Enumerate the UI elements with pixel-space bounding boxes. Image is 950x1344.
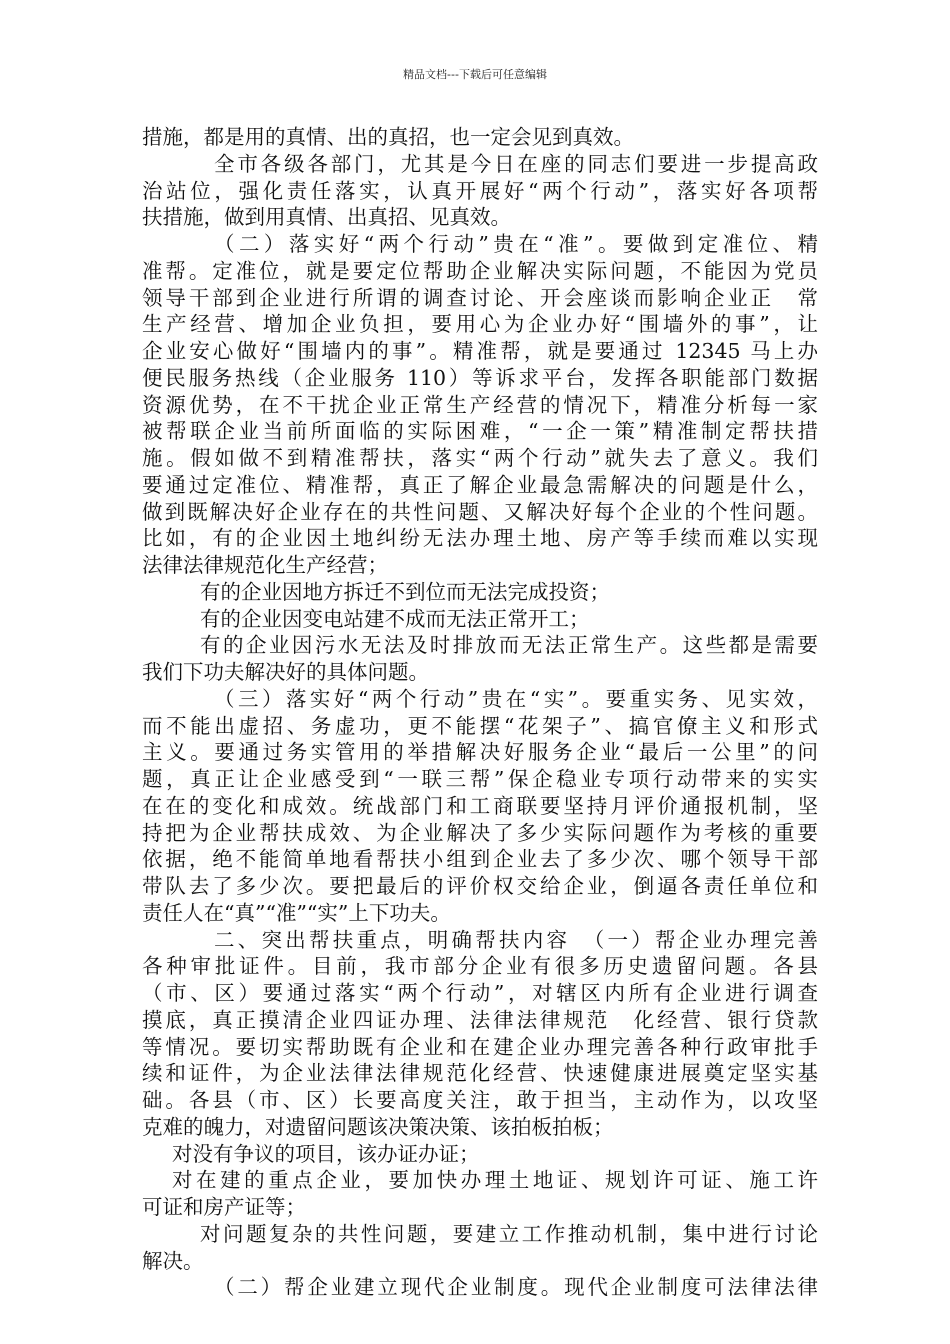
text-line: （三）落实好“两个行动”贵在“实”。要重实务、见实效，	[214, 686, 818, 711]
text-line: 带队去了多少次。要把最后的评价权交给企业，倒逼各责任单位和	[142, 874, 818, 898]
text-line: 对在建的重点企业，要加快办理土地证、规划许可证、施工许	[172, 1168, 818, 1193]
text-line: 领导干部到企业进行所谓的调查讨论、开会座谈而影响企业正 常	[142, 285, 818, 310]
text-line: 施。假如做不到精准帮扶，落实“两个行动”就失去了意义。我们	[142, 446, 818, 470]
text-line: 依据，绝不能简单地看帮扶小组到企业去了多少次、哪个领导干部	[142, 847, 818, 872]
text-line: 可证和房产证等；	[142, 1195, 306, 1219]
text-line: 对没有争议的项目，该办证办证；	[172, 1141, 480, 1166]
text-line: 责任人在“真”“准”“实”上下功夫。	[142, 900, 451, 925]
page-header: 精品文档---下载后可任意编辑	[403, 68, 547, 81]
text-line: （市、区）要通过落实“两个行动”，对辖区内所有企业进行调查	[142, 981, 818, 1005]
text-line: （二）落实好“两个行动”贵在“准”。要做到定准位、精	[214, 232, 818, 256]
text-line: 便民服务热线（企业服务 110）等诉求平台，发挥各职能部门数据	[142, 365, 818, 390]
text-line: 资源优势，在不干扰企业正常生产经营的情况下，精准分析每一家	[142, 392, 818, 417]
text-line: 等情况。要切实帮助既有企业和在建企业办理完善各种行政审批手	[142, 1034, 818, 1059]
text-line: 二、突出帮扶重点，明确帮扶内容 （一）帮企业办理完善	[214, 927, 818, 952]
text-line: 要通过定准位、精准帮，真正了解企业最急需解决的问题是什么，	[142, 472, 818, 497]
body-text	[142, 124, 818, 1301]
text-line: 对问题复杂的共性问题，要建立工作推动机制，集中进行讨论	[200, 1221, 818, 1246]
text-line: 题，真正让企业感受到“一联三帮”保企稳业专项行动带来的实实	[142, 767, 818, 791]
text-line: 措施，都是用的真情、出的真招，也一定会见到真效。	[142, 125, 634, 149]
text-line: 有的企业因地方拆迁不到位而无法完成投资；	[200, 579, 610, 604]
text-line: 摸底，真正摸清企业四证办理、法律法律规范 化经营、银行贷款	[142, 1007, 818, 1032]
text-line: 克难的魄力，对遗留问题该决策决策、该拍板拍板；	[142, 1114, 614, 1139]
text-line: 在在的变化和成效。统战部门和工商联要坚持月评价通报机制，坚	[142, 793, 818, 818]
text-line: 做到既解决好企业存在的共性问题、又解决好每个企业的个性问题。	[142, 499, 818, 524]
text-line: 有的企业因变电站建不成而无法正常开工；	[200, 606, 590, 631]
text-line: 础。各县（市、区）长要高度关注，敢于担当，主动作为，以攻坚	[142, 1088, 818, 1112]
text-line: 各种审批证件。目前，我市部分企业有很多历史遗留问题。各县	[142, 954, 818, 979]
text-line: 解决。	[142, 1248, 204, 1273]
text-line: 比如，有的企业因土地纠纷无法办理土地、房产等手续而难以实现	[142, 526, 818, 551]
text-line: 法律法律规范化生产经营；	[142, 553, 388, 577]
text-line: 全市各级各部门，尤其是今日在座的同志们要进一步提高政	[214, 151, 818, 176]
text-line: 准帮。定准位，就是要定位帮助企业解决实际问题，不能因为党员	[142, 258, 818, 283]
text-line: 被帮联企业当前所面临的实际困难，“一企一策”精准制定帮扶措	[142, 419, 818, 444]
text-line: 生产经营、增加企业负担，要用心为企业办好“围墙外的事”，让	[142, 312, 818, 337]
text-line: 有的企业因污水无法及时排放而无法正常生产。这些都是需要	[200, 633, 818, 658]
text-line: 持把为企业帮扶成效、为企业解决了多少实际问题作为考核的重要	[142, 820, 818, 845]
text-line: 续和证件，为企业法律法律规范化经营、快速健康进展奠定坚实基	[142, 1061, 818, 1086]
text-line: 企业安心做好“围墙内的事”。精准帮，就是要通过 12345 马上办	[142, 339, 818, 363]
text-line: （二）帮企业建立现代企业制度。现代企业制度可法律法律	[214, 1275, 818, 1300]
text-line: 治站位，强化责任落实，认真开展好“两个行动”，落实好各项帮	[142, 178, 818, 203]
text-line: 而不能出虚招、务虚功，更不能摆“花架子”、搞官僚主义和形式	[142, 713, 818, 738]
text-line: 我们下功夫解决好的具体问题。	[142, 660, 429, 684]
text-line: 主义。要通过务实管用的举措解决好服务企业“最后一公里”的问	[142, 740, 818, 765]
text-line: 扶措施，做到用真情、出真招、见真效。	[142, 205, 511, 230]
